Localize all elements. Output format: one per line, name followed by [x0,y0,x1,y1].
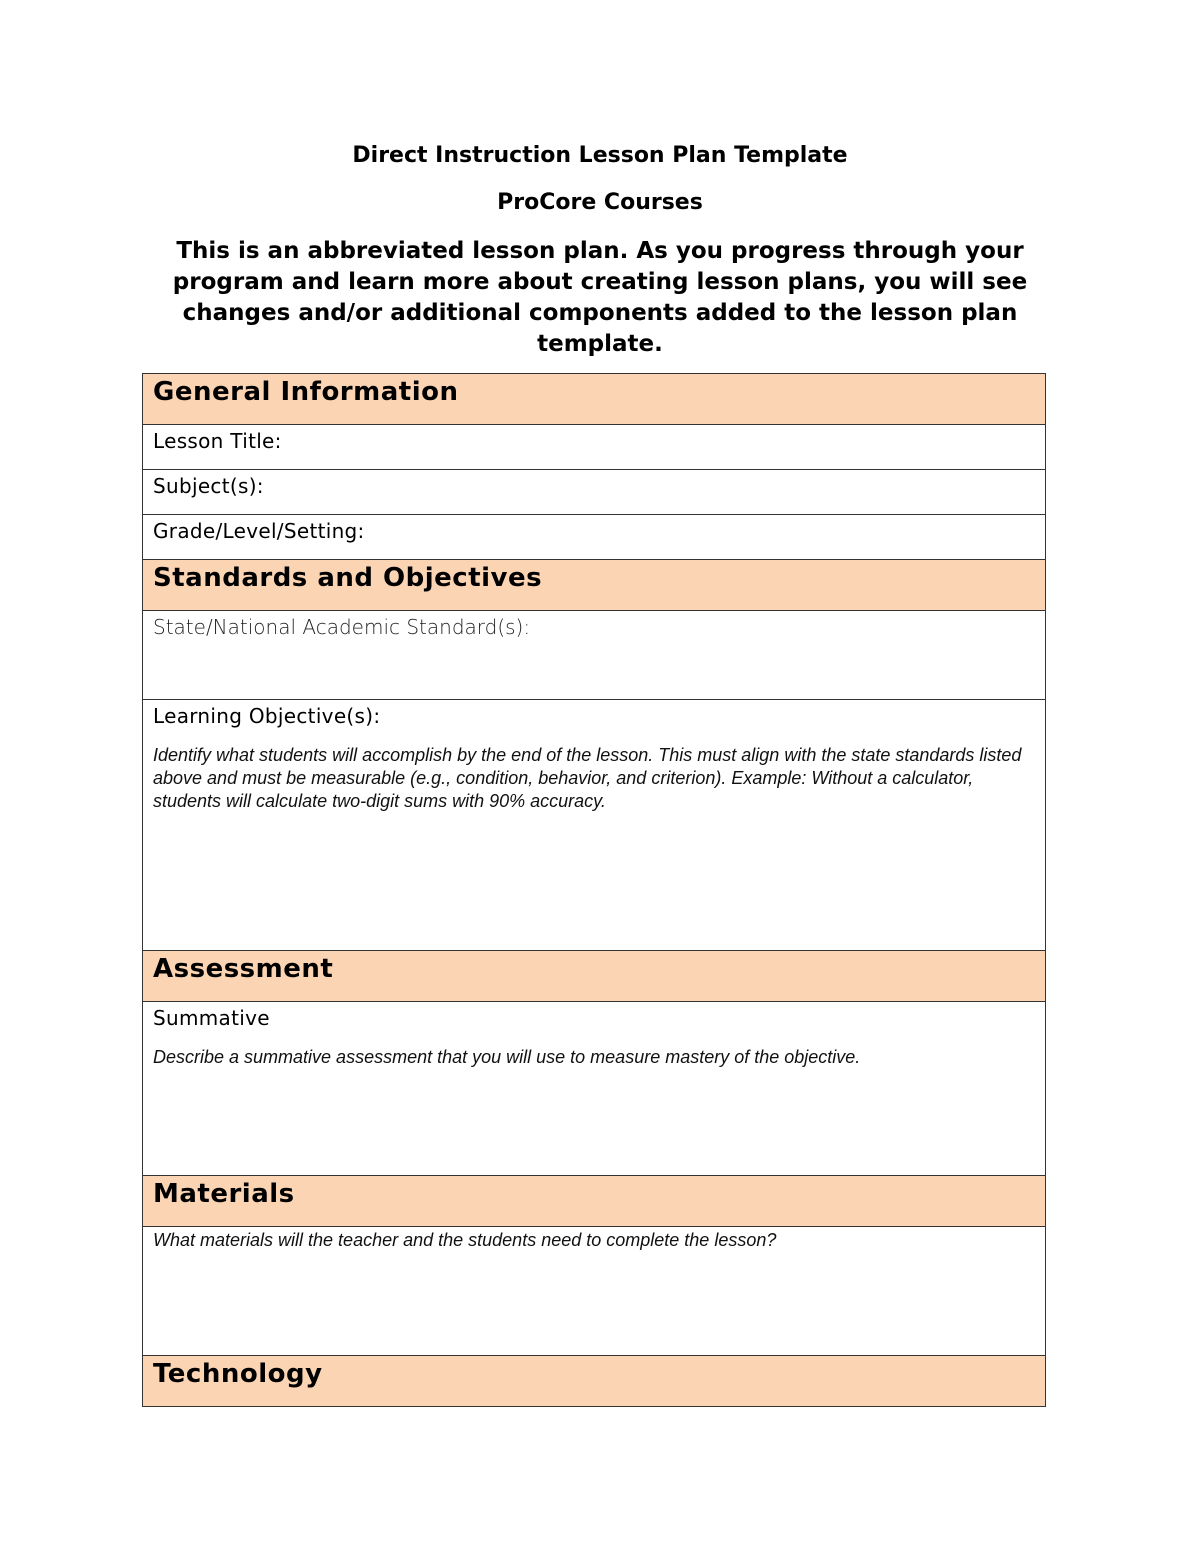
objectives-field[interactable] [143,700,1046,951]
section-heading-standards: Standards and Objectives [143,560,1046,611]
section-heading-general: General Information [143,374,1046,425]
lesson-plan-table [142,373,1046,1407]
materials-hint: What materials will the teacher and the students need to complete the lesson? [153,1230,777,1250]
objectives-hint: Identify what students will accomplish by the end of the lesson. This must align with the state standards listed above and must be measurable (e.g., condition, behavior, and criterion). Example: Without a calculator, students will calculate two-digit sums with 90% accuracy. [153,745,1022,811]
summative-label: Summative [153,1006,270,1030]
subjects-label: Subject(s): [153,474,264,498]
section-heading-assessment: Assessment [143,951,1046,1002]
standards-label: State/National Academic Standard(s): [153,615,531,639]
summative-field[interactable] [143,1002,1046,1176]
standards-field[interactable] [143,611,1046,700]
subjects-field[interactable] [143,470,1046,515]
objectives-label: Learning Objective(s): [153,704,381,728]
grade-field[interactable] [143,515,1046,560]
section-heading-materials: Materials [143,1176,1046,1227]
document-title: Direct Instruction Lesson Plan Template [352,143,848,168]
lesson-title-field[interactable] [143,425,1046,470]
section-heading-technology: Technology [143,1356,1046,1407]
materials-field[interactable] [143,1227,1046,1356]
lesson-title-label: Lesson Title: [153,429,282,453]
grade-label: Grade/Level/Setting: [153,519,365,543]
document-subtitle: ProCore Courses [497,190,703,215]
intro-text: This is an abbreviated lesson plan. As you progress through your program and learn more about creating lesson plans, you will see changes and/or additional components added to the lesson plan template. [172,238,1028,357]
summative-hint: Describe a summative assessment that you will use to measure mastery of the objective. [153,1047,861,1067]
